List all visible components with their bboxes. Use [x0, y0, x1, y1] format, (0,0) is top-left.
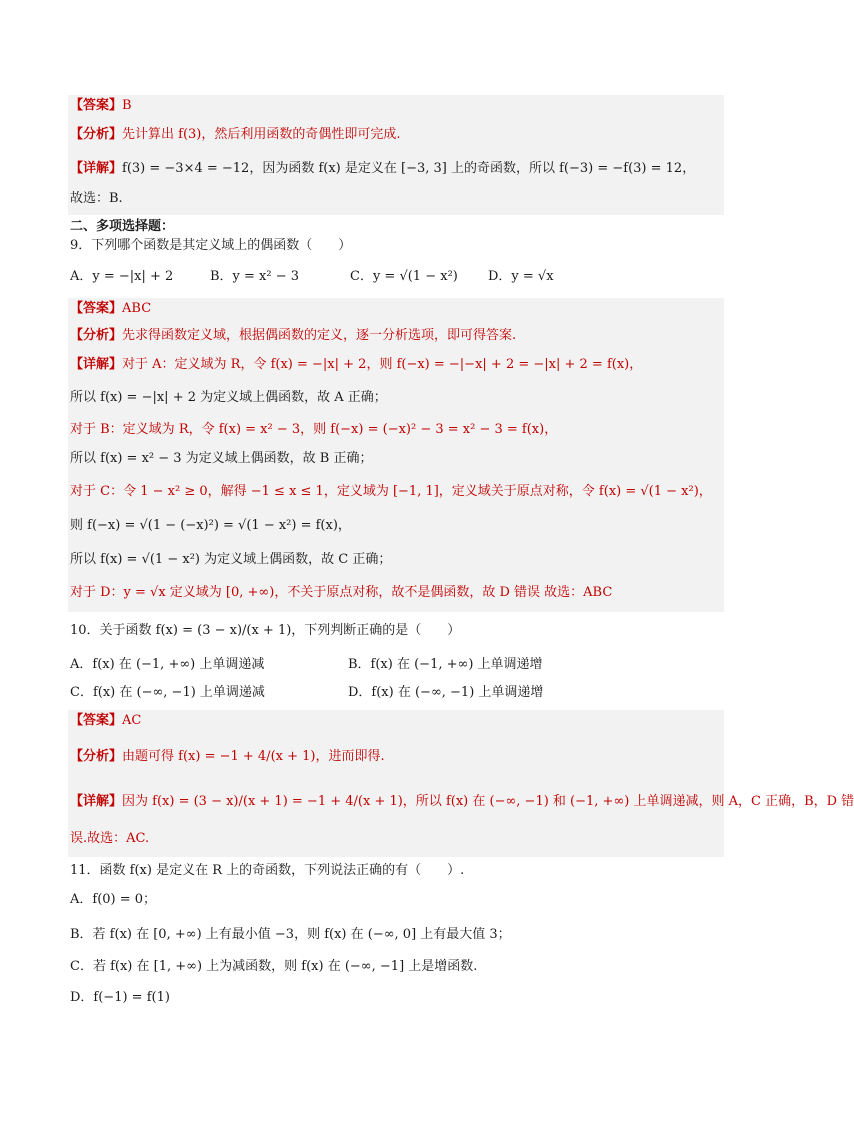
q8-detail-end: 故选：B.	[70, 191, 123, 206]
q11-option-c: C．若 f(x) 在 [1, +∞) 上为减函数，则 f(x) 在 (−∞, −1] 上是增函数.	[70, 959, 478, 974]
q10-detail-line	[70, 791, 854, 813]
q9-option-c: C．y = √(1 − x²)	[350, 269, 458, 284]
q9-detail-line-3: 对于 B：定义域为 R，令 f(x) = x² − 3，则 f(−x) = (−x)² − 3 = x² − 3 = f(x)，	[70, 422, 558, 437]
q10-analysis-line	[70, 746, 724, 768]
q10-option-b: B．f(x) 在 (−1, +∞) 上单调递增	[348, 657, 543, 672]
analysis-tag: 【分析】	[70, 328, 123, 343]
q9-option-d: D．y = √x	[488, 269, 554, 284]
analysis-text: 先计算出 f(3)，然后利用函数的奇偶性即可完成.	[122, 127, 401, 142]
detail-tag: 【详解】	[70, 161, 123, 176]
q8-answer-line	[70, 95, 724, 117]
q11-option-a: A．f(0) = 0；	[70, 892, 157, 907]
answer-tag: 【答案】	[70, 713, 123, 728]
q9-option-a: A．y = −|x| + 2	[70, 269, 174, 284]
q9-answer-line	[70, 298, 724, 320]
detail-text: f(3) = −3×4 = −12，因为函数 f(x) 是定义在 [−3, 3] 上的奇函数，所以 f(−3) = −f(3) = 12，	[122, 161, 696, 176]
detail-tag: 【详解】	[70, 357, 123, 372]
answer-tag: 【答案】	[70, 301, 123, 316]
q9-detail-line-2: 所以 f(x) = −|x| + 2 为定义域上偶函数，故 A 正确；	[70, 390, 387, 405]
answer-value: B	[122, 98, 132, 113]
q10-option-d: D．f(x) 在 (−∞, −1) 上单调递增	[348, 685, 544, 700]
answer-value: ABC	[122, 301, 152, 316]
q9-detail-line-7: 所以 f(x) = √(1 − x²) 为定义域上偶函数，故 C 正确；	[70, 552, 392, 567]
analysis-text: 先求得函数定义域，根据偶函数的定义，逐一分析选项，即可得答案.	[122, 328, 517, 343]
q10-detail-end: 误.故选：AC.	[70, 831, 150, 846]
q9-detail-line-6: 则 f(−x) = √(1 − (−x)²) = √(1 − x²) = f(x)，	[70, 518, 351, 533]
q10-option-a: A．f(x) 在 (−1, +∞) 上单调递减	[70, 657, 265, 672]
q11-stem: 11．函数 f(x) 是定义在 R 上的奇函数，下列说法正确的有（ ）.	[70, 863, 465, 878]
q10-option-c: C．f(x) 在 (−∞, −1) 上单调递减	[70, 685, 265, 700]
q10-stem: 10．关于函数 f(x) = (3 − x)/(x + 1)，下列判断正确的是（ ）	[70, 623, 461, 638]
section-title: 二、多项选择题：	[70, 219, 175, 234]
analysis-tag: 【分析】	[70, 127, 123, 142]
detail-tag: 【详解】	[70, 794, 123, 809]
q9-analysis-line	[70, 325, 724, 347]
q9-stem: 9．下列哪个函数是其定义域上的偶函数（ ）	[70, 238, 352, 253]
detail-text: 对于 A：定义域为 R，令 f(x) = −|x| + 2，则 f(−x) = −|−x| + 2 = −|x| + 2 = f(x)，	[122, 357, 643, 372]
q8-detail-line	[70, 158, 724, 180]
q11-option-d: D．f(−1) = f(1)	[70, 990, 170, 1005]
answer-tag: 【答案】	[70, 98, 123, 113]
q11-option-b: B．若 f(x) 在 [0, +∞) 上有最小值 −3，则 f(x) 在 (−∞, 0] 上有最大值 3；	[70, 927, 511, 942]
q9-detail-line-1	[70, 354, 724, 376]
analysis-text: 由题可得 f(x) = −1 + 4/(x + 1)，进而即得.	[122, 749, 385, 764]
q9-detail-line-8: 对于 D：y = √x 定义域为 [0, +∞)，不关于原点对称，故不是偶函数，故 D 错误 故选：ABC	[70, 585, 613, 600]
q10-answer-line	[70, 710, 724, 732]
q9-detail-line-5: 对于 C：令 1 − x² ≥ 0，解得 −1 ≤ x ≤ 1，定义域为 [−1, 1]，定义域关于原点对称，令 f(x) = √(1 − x²)，	[70, 484, 712, 499]
answer-value: AC	[122, 713, 142, 728]
q9-detail-line-4: 所以 f(x) = x² − 3 为定义域上偶函数，故 B 正确；	[70, 451, 373, 466]
analysis-tag: 【分析】	[70, 749, 123, 764]
detail-text: 因为 f(x) = (3 − x)/(x + 1) = −1 + 4/(x + 1)，所以 f(x) 在 (−∞, −1) 和 (−1, +∞) 上单调递减，则 A，C 正确，B，D 错	[122, 794, 854, 809]
q9-option-b: B．y = x² − 3	[210, 269, 300, 284]
q8-analysis-line	[70, 124, 724, 146]
